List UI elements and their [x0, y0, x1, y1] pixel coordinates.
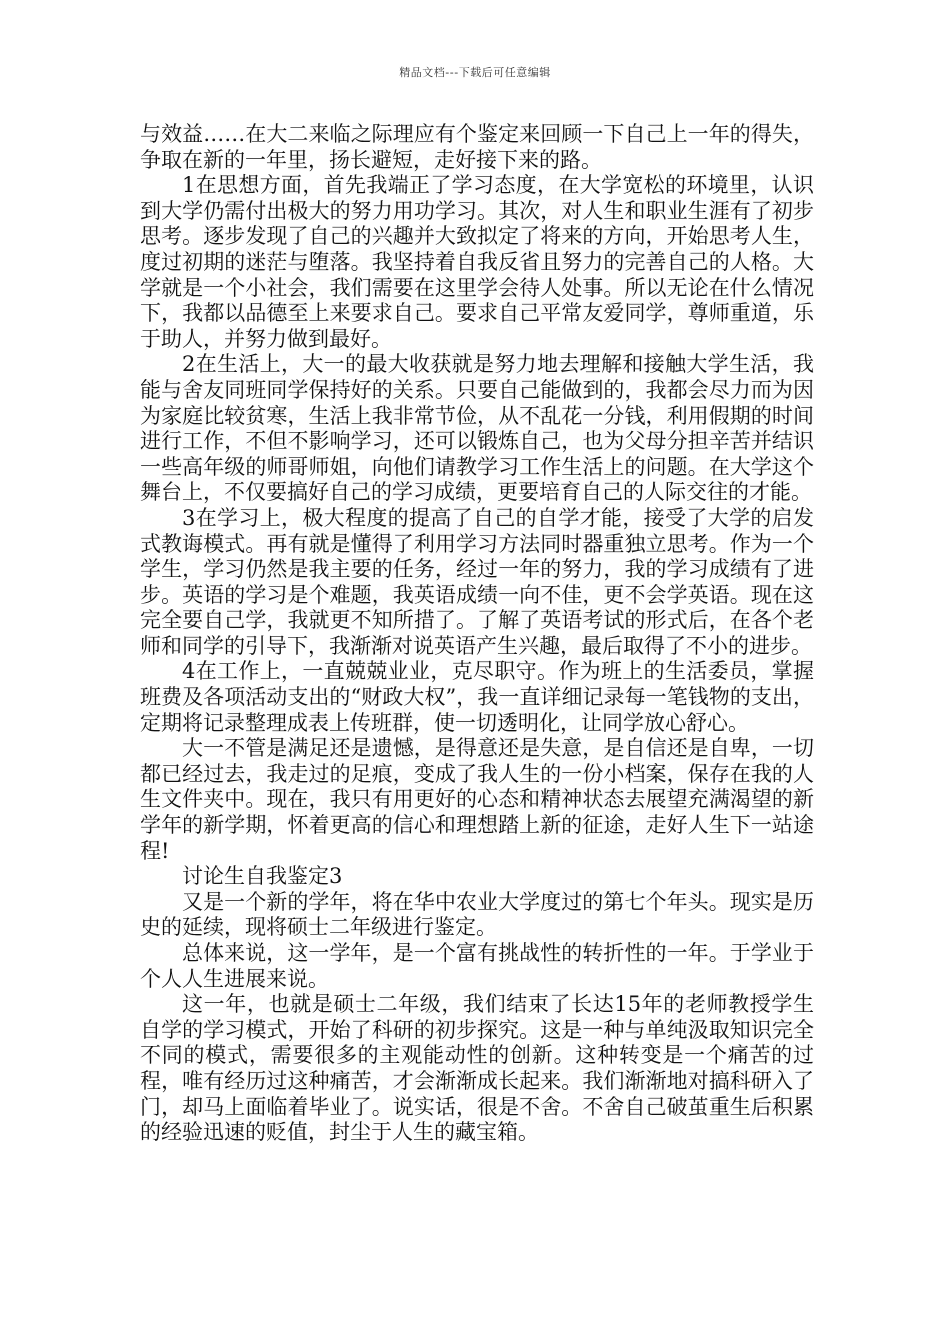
paragraph-work: 4在工作上，一直兢兢业业，克尽职守。作为班上的生活委员，掌握班费及各项活动支出的“财政大权”，我一直详细记录每一笔钱物的支出，定期将记录整理成表上传班群，使一切透明化，让同学放心舒心。 [140, 659, 814, 735]
paragraph-overall: 总体来说，这一学年，是一个富有挑战性的转折性的一年。于学业于个人人生进展来说。 [140, 941, 814, 991]
paragraph-thought: 1在思想方面，首先我端正了学习态度，在大学宽松的环境里，认识到大学仍需付出极大的努力用功学习。其次，对人生和职业生涯有了初步思考。逐步发现了自己的兴趣并大致拟定了将来的方向，开始思考人生，度过初期的迷茫与堕落。我坚持着自我反省且努力的完善自己的人格。大学就是一个小社会，我们需要在这里学会待人处事。所以无论在什么情况下，我都以品德至上来要求自己。要求自己平常友爱同学，尊师重道，乐于助人，并努力做到最好。 [140, 173, 814, 351]
paragraph-summary: 大一不管是满足还是遗憾，是得意还是失意，是自信还是自卑，一切都已经过去，我走过的足痕，变成了我人生的一份小档案，保存在我的人生文件夹中。现在，我只有用更好的心态和精神状态去展望充满渴望的新学年的新学期，怀着更高的信心和理想踏上新的征途，走好人生下一站途程! [140, 736, 814, 863]
paragraph-new-year: 又是一个新的学年，将在华中农业大学度过的第七个年头。现实是历史的延续，现将硕士二年级进行鉴定。 [140, 889, 814, 940]
section-heading: 讨论生自我鉴定3 [182, 864, 343, 889]
document-body [140, 122, 814, 1146]
paragraph-study: 3在学习上，极大程度的提高了自己的自学才能，接受了大学的启发式教诲模式。再有就是懂得了利用学习方法同时器重独立思考。作为一个学生，学习仍然是我主要的任务，经过一年的努力，我的学习成绩有了进步。英语的学习是个难题，我英语成绩一向不佳，更不会学英语。现在这完全要自己学，我就更不知所措了。了解了英语考试的形式后，在各个老师和同学的引导下，我渐渐对说英语产生兴趣，最后取得了不小的进步。 [140, 505, 814, 658]
paragraph-life: 2在生活上，大一的最大收获就是努力地去理解和接触大学生活，我能与舍友同班同学保持好的关系。只要自己能做到的，我都会尽力而为因为家庭比较贫寒，生活上我非常节俭，从不乱花一分钱，利用假期的时间进行工作，不但不影响学习，还可以锻炼自己，也为父母分担辛苦并结识一些高年级的师哥师姐，向他们请教学习工作生活上的问题。在大学这个舞台上，不仅要搞好自己的学习成绩，更要培育自己的人际交往的才能。 [140, 352, 814, 505]
paragraph-research: 这一年，也就是硕士二年级，我们结束了长达15年的老师教授学生自学的学习模式，开始了科研的初步探究。这是一种与单纯汲取知识完全不同的模式，需要很多的主观能动性的创新。这种转变是一个痛苦的过程，唯有经历过这种痛苦，才会渐渐成长起来。我们渐渐地对搞科研入了门，却马上面临着毕业了。说实话，很是不舍。不舍自己破茧重生后积累的经验迅速的贬值，封尘于人生的藏宝箱。 [140, 992, 814, 1145]
page-header: 精品文档---下载后可任意编辑 [399, 66, 551, 79]
paragraph-continuation: 与效益……在大二来临之际理应有个鉴定来回顾一下自己上一年的得失，争取在新的一年里，扬长避短，走好接下来的路。 [140, 122, 814, 172]
